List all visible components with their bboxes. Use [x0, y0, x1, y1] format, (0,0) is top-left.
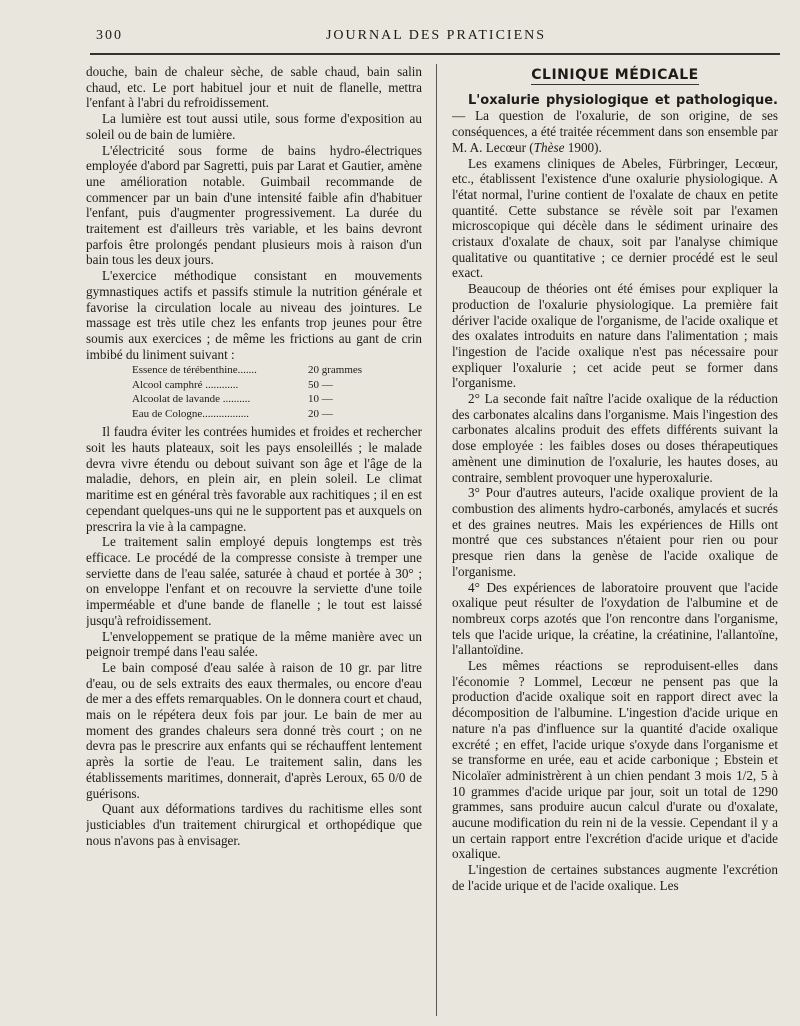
- paragraph: 3° Pour d'autres auteurs, l'acide oxalique provient de la combustion des aliments hydro-carbonés, amylacés et sucrés et des graines neutres. Mais les expériences de Hills ont montré que ces substances n'étaient pour rien ou pour presque rien dans la genèse de l'acide oxalique de l'organisme.: [452, 485, 778, 579]
- formula-row: [86, 378, 422, 393]
- article-title: L'oxalurie physiologique et pathologique.: [468, 92, 778, 108]
- formula-quantity: 20 grammes: [308, 364, 363, 377]
- article-intro: [452, 92, 778, 156]
- paragraph: douche, bain de chaleur sèche, de sable chaud, bain salin chaud, etc. Le port habituel jour et nuit de flanelle, mettra l'enfant à l'abri du refroidissement.: [86, 64, 422, 111]
- formula-row: [86, 407, 422, 422]
- paragraph: Beaucoup de théories ont été émises pour expliquer la production de l'oxalurie physiologique. La première fait dériver l'acide oxalique de l'organisme, de l'acide oxalique et des oxalates introduits en nature dans l'alimentation ; mais l'ingestion de l'acide oxalique n'est pas nécessaire pour expliquer l'oxalurie ; cet acide peut se former dans l'organisme.: [452, 281, 778, 391]
- paragraph: 2° La seconde fait naître l'acide oxalique de la réduction des carbonates alcalins dans l'organisme. Mais l'ingestion des carbonates alcalins produit des effets différents suivant la dose employée : les faibles doses ou doses thérapeutiques amènent une diminution de l'oxalurie, les hautes doses, au contraire, semblent provoquer une hyperoxalurie.: [452, 391, 778, 485]
- paragraph: Quant aux déformations tardives du rachitisme elles sont justiciables d'un traitement chirurgical et orthopédique que nous n'avons pas à envisager.: [86, 801, 422, 848]
- formula-ingredient: Alcool camphré ............: [132, 378, 239, 391]
- page-number: 300: [96, 28, 123, 43]
- paragraph: 4° Des expériences de laboratoire prouvent que l'acide oxalique peut résulter de l'oxydation de l'albumine et de nombreux corps azotés que l'on rencontre dans l'organisme, tels que l'acide urique, la créatine, la créatinine, l'allantoïne, l'allantoïdine.: [452, 579, 778, 658]
- paragraph: Le bain composé d'eau salée à raison de 10 gr. par litre d'eau, ou de sels extraits des eaux thermales, ou encore d'eau de mer a des effets remarquables. On le donnera court et chaud, mais on le répétera deux fois par jour. Le bain de mer au moment des grandes chaleurs sera donné très court ; on ne devra pas le prescrire aux enfants qui se réchauffent lentement après la sortie de l'eau. Le traitement salin, dans les établissements maritimes, donnerait, d'après Leroux, 65 0/0 de guérisons.: [86, 659, 422, 801]
- journal-title: JOURNAL DES PRATICIENS: [325, 28, 547, 43]
- paragraph: L'ingestion de certaines substances augmente l'excrétion de l'acide urique et de l'acide oxalique. Les: [452, 862, 778, 893]
- paragraph: L'exercice méthodique consistant en mouvements gymnastiques actifs et passifs stimule la nutrition générale et favorise la circulation locale au niveau des jointures. Le massage est très utile chez les enfants trop jeunes pour être soumis aux exercices ; de même les frictions au gant de crin imbibé du liniment suivant :: [86, 268, 422, 362]
- formula-ingredient: Eau de Cologne.................: [132, 407, 250, 420]
- paragraph: Le traitement salin employé depuis longtemps est très efficace. Le procédé de la compresse consiste à tremper une serviette dans de l'eau salée, saturée à chaud et portée à 30° ; on enveloppe l'enfant et on recouvre la serviette d'une toile imperméable et d'une bande de flanelle ; le tout est laissé jusqu'à refroidissement.: [86, 534, 422, 628]
- page-header: [96, 28, 776, 50]
- intro-text: — La question de l'oxalurie, de son origine, de ses conséquences, a été traitée récemment dans son ensemble par M. A. Lecœur (: [452, 108, 778, 155]
- paragraph: Il faudra éviter les contrées humides et froides et rechercher soit les hauts plateaux, soit les pays ensoleillés ; le malade devra vivre étendu ou debout suivant son âge et l'âge de la maladie, dehors, en plein air, en plein soleil. Le climat maritime est en général très favorable aux rachitiques ; il en est cependant quelques-uns qui ne le supportent pas et auxquels on prescrira la vie à la campagne.: [86, 424, 422, 534]
- paragraph: Les examens cliniques de Abeles, Fürbringer, Lecœur, etc., établissent l'existence d'une oxalurie physiologique. A l'état normal, l'urine contient de l'oxalate de chaux en petite quantité. Cette substance se révèle soit par l'examen microscopique qui décèle dans le sédiment urinaire des cristaux d'oxalate de chaux, soit par l'analyse chimique qualitative ou quantitative ; ce dernier procédé est le seul exact.: [452, 155, 778, 281]
- thesis-reference: Thèse: [533, 139, 565, 155]
- left-column: [86, 64, 422, 1014]
- paragraph: L'électricité sous forme de bains hydro-électriques employée d'abord par Sagretti, puis par Larat et Gautier, amène une amélioration notable. Guimbail recommande de commencer par un bain d'une intensité faible afin d'habituer l'enfant, puis d'augmenter progressivement. La durée du traitement est d'ailleurs très variable, et les bains devront parfois être prolongés pendant plusieurs mois à raison d'un bain tous les deux jours.: [86, 142, 422, 268]
- paragraph: Les mêmes réactions se reproduisent-elles dans l'économie ? Lommel, Lecœur ne pensent pas que la production d'acide oxalique soit en rapport direct avec la décomposition de l'albumine. L'ingestion d'acide urique en nature n'a pas d'influence sur la quantité d'acide oxalique excrété ; en effet, l'acide urique s'oxyde dans l'organisme et se transforme en urée, eau et acide carbonique ; Ebstein et Nicolaïer administrèrent à un chien pendant 3 mois 1/2, 5 à 10 grammes d'acide urique par jour, soit un total de 1290 grammes, sans produire aucun calcul d'urate ou d'oxalate, aucune modification du rein ni de la vessie. Cependant il y a un certain rapport entre l'excrétion d'acide urique et d'acide oxalique.: [452, 658, 778, 862]
- intro-text-end: 1900).: [564, 139, 602, 155]
- formula-quantity: 20 —: [308, 407, 333, 420]
- paragraph: La lumière est tout aussi utile, sous forme d'exposition au soleil ou de bain de lumière.: [86, 111, 422, 142]
- right-column: [452, 64, 778, 1014]
- formula-quantity: 10 —: [308, 393, 333, 406]
- formula-quantity: 50 —: [308, 378, 333, 391]
- section-heading: [452, 68, 778, 84]
- liniment-formula: [86, 363, 422, 421]
- formula-ingredient: Alcoolat de lavande ..........: [132, 393, 251, 406]
- header-rule: [90, 53, 780, 55]
- column-divider: [436, 64, 437, 1016]
- section-heading-text: CLINIQUE MÉDICALE: [531, 67, 699, 83]
- formula-row: [86, 392, 422, 407]
- formula-ingredient: Essence de térébenthine.......: [132, 364, 257, 377]
- paragraph: L'enveloppement se pratique de la même manière avec un peignoir trempé dans l'eau salée.: [86, 628, 422, 660]
- formula-row: [86, 363, 422, 378]
